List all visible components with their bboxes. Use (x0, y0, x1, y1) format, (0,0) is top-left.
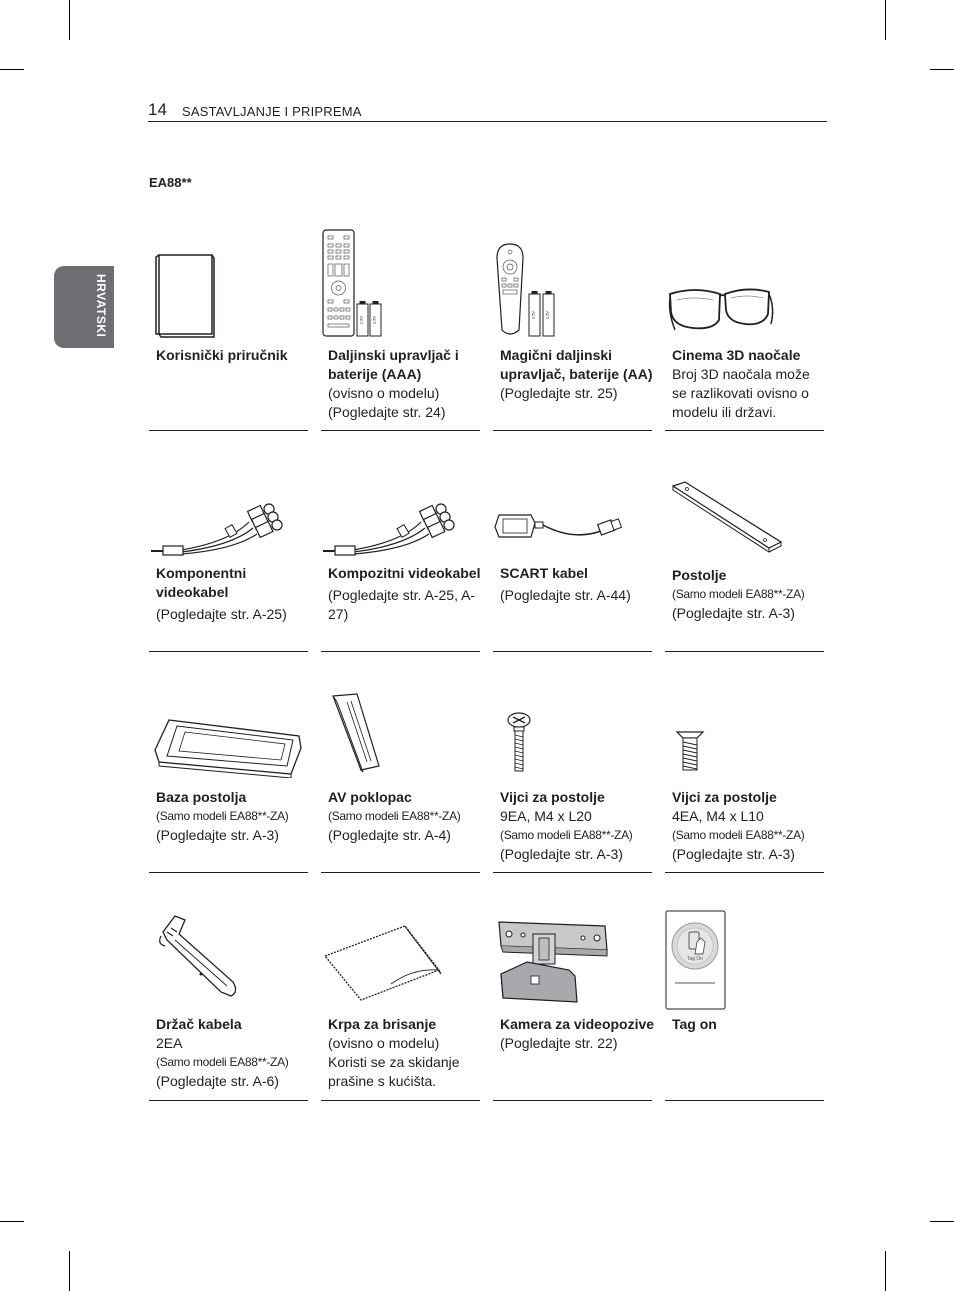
item-line: (Pogledajte str. A-3) (672, 846, 795, 862)
item-line: (Pogledajte str. A-44) (500, 587, 631, 603)
item-divider (665, 1100, 824, 1101)
item-divider (149, 872, 308, 873)
item-line: (Pogledajte str. A-4) (328, 827, 451, 843)
item-line: (Pogledajte str. A-25) (156, 606, 287, 622)
cleaning-cloth-icon (321, 918, 481, 1004)
tag-on-label: Tag On (686, 956, 704, 962)
item-note: (Samo modeli EA88**-ZA) (156, 1055, 289, 1069)
item-line: (Pogledajte str. 22) (500, 1035, 618, 1051)
av-cover-icon (321, 692, 481, 774)
item-name: Krpa za brisanje (328, 1016, 437, 1032)
item-name: Kompozitni videokabel (328, 565, 481, 581)
item-divider (493, 430, 652, 431)
item-name: Baza postolja (156, 789, 247, 805)
item-line: Broj 3D naočala može se razlikovati ovisno o modelu ili državi. (672, 366, 810, 420)
battery-label: 1.5V (358, 315, 364, 325)
battery-icon (357, 301, 381, 336)
manual-icon (149, 250, 309, 340)
header-rule (148, 121, 827, 122)
item-spec: 2EA (156, 1035, 183, 1051)
model-label: EA88** (149, 175, 192, 190)
item-divider (665, 872, 824, 873)
crop-mark (0, 1221, 24, 1222)
item-divider (321, 651, 480, 652)
section-title: SASTAVLJANJE I PRIPREMA (182, 104, 362, 119)
item-name: SCART kabel (500, 565, 588, 581)
item-line: (Pogledajte str. A-3) (672, 605, 795, 621)
crop-mark (930, 69, 954, 70)
crop-mark (885, 0, 886, 40)
item-name: AV poklopac (328, 789, 412, 805)
item-line: (Pogledajte str. 24) (328, 404, 446, 420)
item-spec: 9EA, M4 x L20 (500, 808, 592, 824)
item-name: Vijci za postolje (500, 789, 605, 805)
item-divider (493, 651, 652, 652)
battery-label: 1.5V (371, 315, 377, 325)
tag-on-icon (665, 910, 825, 1010)
composite-cable-icon (321, 500, 481, 560)
crop-mark (69, 1251, 70, 1291)
item-name: Daljinski upravljač i baterije (AAA) (328, 347, 459, 382)
crop-mark (885, 1251, 886, 1291)
item-line: (Pogledajte str. A-6) (156, 1073, 279, 1089)
item-line: (ovisno o modelu) (328, 1035, 440, 1051)
item-note: (Samo modeli EA88**-ZA) (500, 828, 633, 842)
item-name: Postolje (672, 567, 727, 583)
language-tab (54, 266, 114, 348)
item-divider (321, 1100, 480, 1101)
glasses-icon (665, 282, 825, 340)
magic-remote-icon (493, 238, 653, 340)
item-line: (Pogledajte str. 25) (500, 385, 618, 401)
page-number: 14 (148, 100, 167, 119)
item-spec: 4EA, M4 x L10 (672, 808, 764, 824)
item-divider (493, 1100, 652, 1101)
battery-label: 1.5V (544, 310, 550, 320)
item-name: Magični daljinski upravljač, baterije (AA) (500, 347, 653, 382)
item-note: (Samo modeli EA88**-ZA) (672, 828, 805, 842)
item-divider (665, 651, 824, 652)
item-name: Tag on (672, 1016, 717, 1032)
item-line: (Pogledajte str. A-3) (156, 827, 279, 843)
item-divider (149, 1100, 308, 1101)
item-name: Kamera za videopozive (500, 1016, 655, 1032)
item-note: (Samo modeli EA88**-ZA) (156, 809, 289, 823)
crop-mark (69, 0, 70, 40)
scart-cable-icon (493, 505, 653, 550)
language-tab-label: HRVATSKI (94, 274, 108, 338)
item-divider (149, 651, 308, 652)
stand-base-icon (149, 716, 309, 778)
item-line: (Pogledajte str. A-3) (500, 846, 623, 862)
item-note: (Samo modeli EA88**-ZA) (672, 587, 805, 601)
crop-mark (0, 69, 24, 70)
crop-mark (930, 1221, 954, 1222)
item-line: (Pogledajte str. A-25, A-27) (328, 587, 476, 622)
cable-holder-icon (149, 910, 309, 998)
stand-icon (665, 480, 825, 555)
remote-icon (321, 228, 481, 340)
item-divider (665, 430, 824, 431)
item-name: Cinema 3D naočale (672, 347, 801, 363)
item-line: Koristi se za skidanje prašine s kućišta. (328, 1054, 460, 1089)
component-cable-icon (149, 500, 309, 560)
short-screw-icon (665, 728, 825, 774)
item-name: Držač kabela (156, 1016, 242, 1032)
camera-icon (493, 914, 653, 1006)
item-divider (321, 872, 480, 873)
item-note: (Samo modeli EA88**-ZA) (328, 809, 461, 823)
item-name: Komponentni videokabel (156, 565, 247, 600)
item-name: Vijci za postolje (672, 789, 777, 805)
item-name: Korisnički priručnik (156, 347, 288, 363)
item-line: (ovisno o modelu) (328, 385, 440, 401)
battery-label: 1.5V (530, 310, 536, 320)
item-divider (149, 430, 308, 431)
item-divider (321, 430, 480, 431)
screw-icon (493, 710, 653, 774)
item-divider (493, 872, 652, 873)
